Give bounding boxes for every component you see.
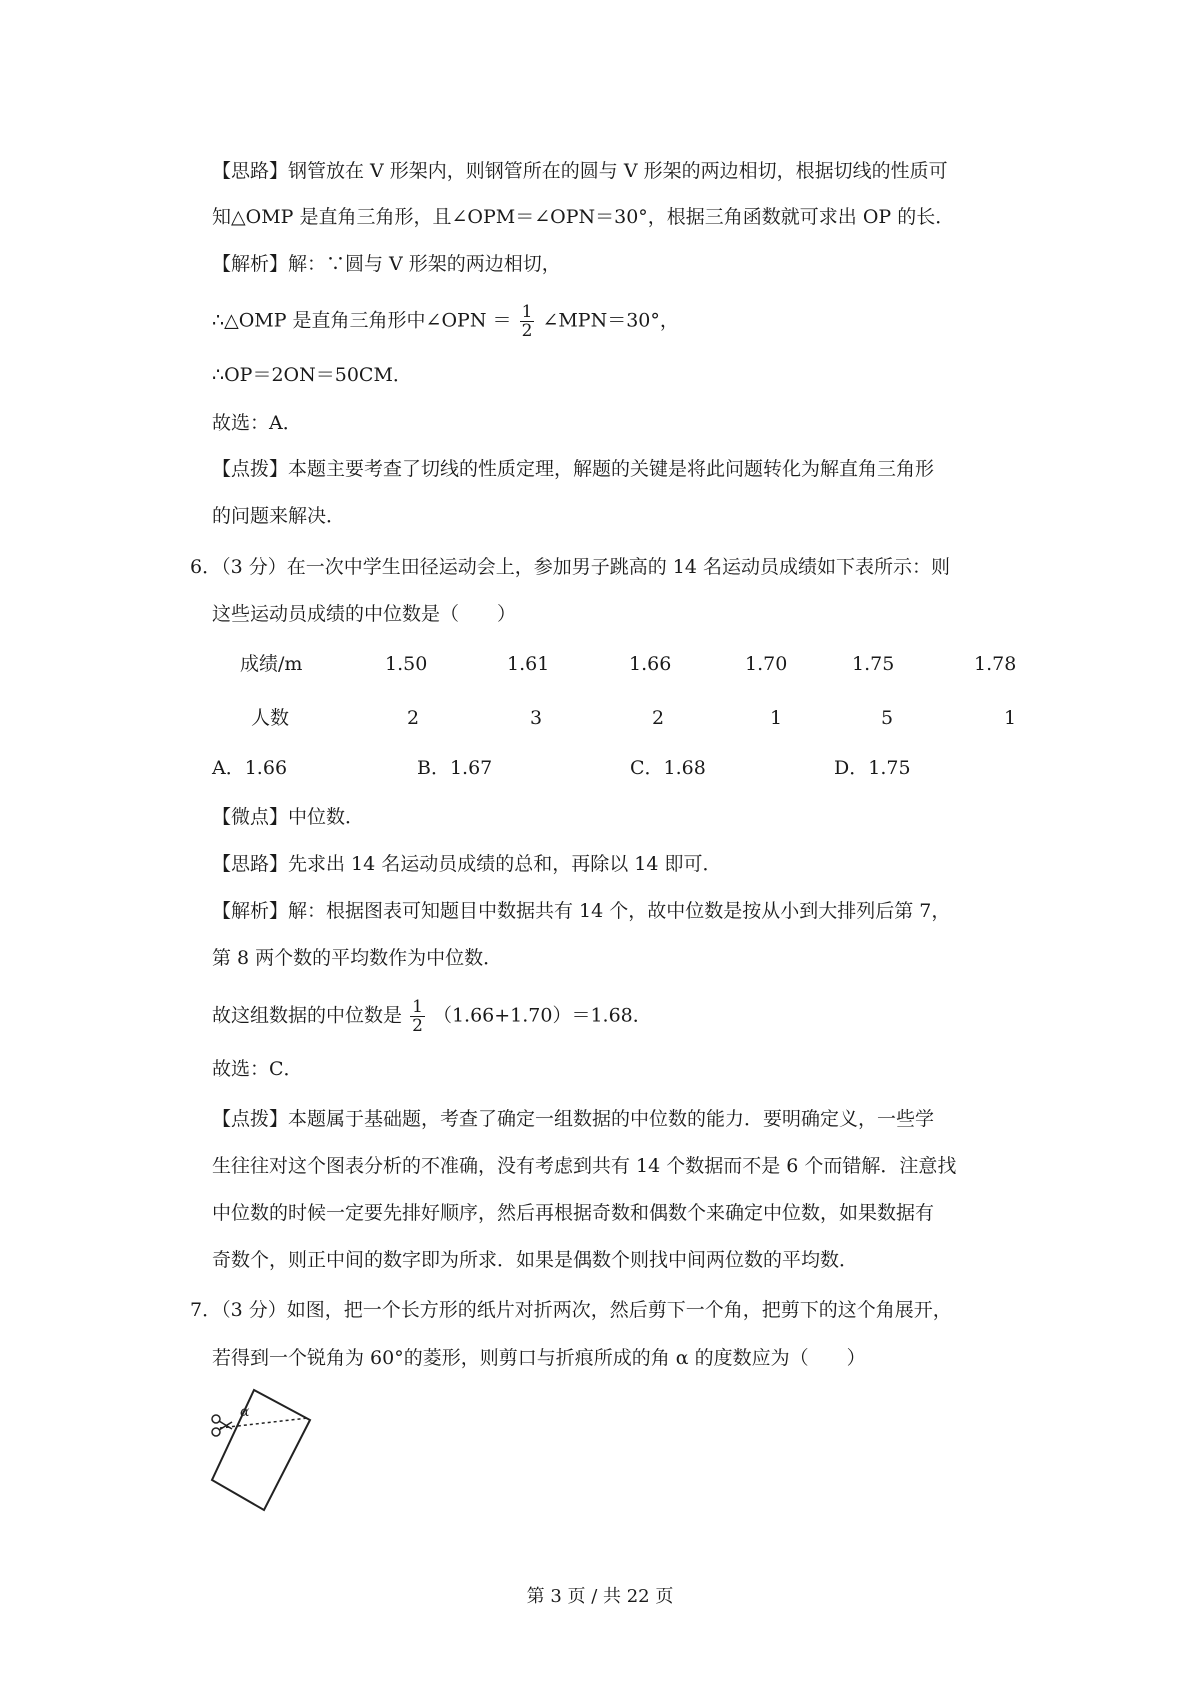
table-cell: 5 [881,707,894,729]
q5-answer: 故选：A． [212,412,302,434]
q5-silu-line-1: 【思路】钢管放在 V 形架内，则钢管所在的圆与 V 形架的两边相切，根据切线的性质可 [212,160,948,182]
scissors-icon [212,1415,232,1436]
paper-rectangle [212,1390,310,1510]
q6-option-d: D．1.75 [834,757,911,779]
q6-weidian: 【微点】中位数． [212,806,365,828]
q6-option-c: C．1.68 [630,757,706,779]
table-cell: 1.75 [852,653,895,675]
table-cell: 1.50 [385,653,428,675]
q6-jiexi-line-2: 第 8 两个数的平均数作为中位数． [212,947,503,969]
q6-option-a: A．1.66 [212,757,288,779]
table-cell: 1.78 [974,653,1017,675]
q6-jiexi-line-3 [212,998,652,1035]
q6-option-b: B．1.67 [417,757,493,779]
fraction-half [520,303,535,340]
q6-jiexi-line-1: 【解析】解：根据图表可知题目中数据共有 14 个，故中位数是按从小到大排列后第 7， [212,900,951,922]
q6-jiexi-line-3-tail: （1.66+1.70）＝1.68． [432,1004,652,1027]
q5-jiexi-line-2-tail: ∠MPN＝30°， [542,309,679,332]
q5-jiexi-line-2-text: ∴△OMP 是直角三角形中∠OPN ＝ [212,309,512,332]
fraction-denominator: 2 [521,321,533,341]
alpha-label: α [240,1404,250,1420]
page-footer: 第 3 页 / 共 22 页 [526,1586,674,1607]
folded-paper-figure [206,1382,316,1512]
table-row-header-count: 人数 [251,707,290,729]
q6-silu: 【思路】先求出 14 名运动员成绩的总和，再除以 14 即可． [212,853,722,875]
table-cell: 3 [530,707,543,729]
q5-silu-line-2: 知△OMP 是直角三角形，且∠OPM＝∠OPN＝30°，根据三角函数就可求出 OP 的长． [212,206,955,228]
table-cell: 1 [770,707,783,729]
table-cell: 1.70 [745,653,788,675]
q7-stem-line-1: 7．（3 分）如图，把一个长方形的纸片对折两次，然后剪下一个角，把剪下的这个角展开， [190,1299,952,1321]
q6-dianbo-line-4: 奇数个，则正中间的数字即为所求．如果是偶数个则找中间两位数的平均数． [212,1249,859,1271]
table-cell: 1.61 [507,653,550,675]
q6-jiexi-line-3-text: 故这组数据的中位数是 [212,1004,403,1027]
q5-dianbo-line-2: 的问题来解决． [212,505,346,527]
q5-jiexi-line-2 [212,303,679,340]
table-cell: 1.66 [629,653,672,675]
table-cell: 1 [1004,707,1017,729]
fraction-half [410,998,425,1035]
table-cell: 2 [652,707,665,729]
q6-answer: 故选：C． [212,1058,303,1080]
q6-stem-line-2: 这些运动员成绩的中位数是（ ） [212,603,517,625]
fraction-denominator: 2 [412,1016,423,1036]
q6-stem-line-1: 6．（3 分）在一次中学生田径运动会上，参加男子跳高的 14 名运动员成绩如下表所示：则 [190,556,950,578]
table-row-header-score: 成绩/m [240,653,303,675]
q5-jiexi-line-3: ∴OP＝2ON＝50CM． [212,364,412,386]
fraction-numerator: 1 [412,997,423,1017]
table-cell: 2 [407,707,420,729]
q6-dianbo-line-1: 【点拨】本题属于基础题，考查了确定一组数据的中位数的能力．要明确定义，一些学 [212,1108,935,1130]
q6-dianbo-line-2: 生往往对这个图表分析的不准确，没有考虑到共有 14 个数据而不是 6 个而错解．注意找 [212,1155,957,1177]
fraction-numerator: 1 [521,302,533,322]
q6-dianbo-line-3: 中位数的时候一定要先排好顺序，然后再根据奇数和偶数个来确定中位数，如果数据有 [212,1202,935,1224]
q7-stem-line-2: 若得到一个锐角为 60°的菱形，则剪口与折痕所成的角 α 的度数应为（ ） [212,1347,866,1369]
q5-jiexi-line-1: 【解析】解：∵圆与 V 形架的两边相切， [212,253,561,275]
q5-dianbo-line-1: 【点拨】本题主要考查了切线的性质定理，解题的关键是将此问题转化为解直角三角形 [212,458,935,480]
